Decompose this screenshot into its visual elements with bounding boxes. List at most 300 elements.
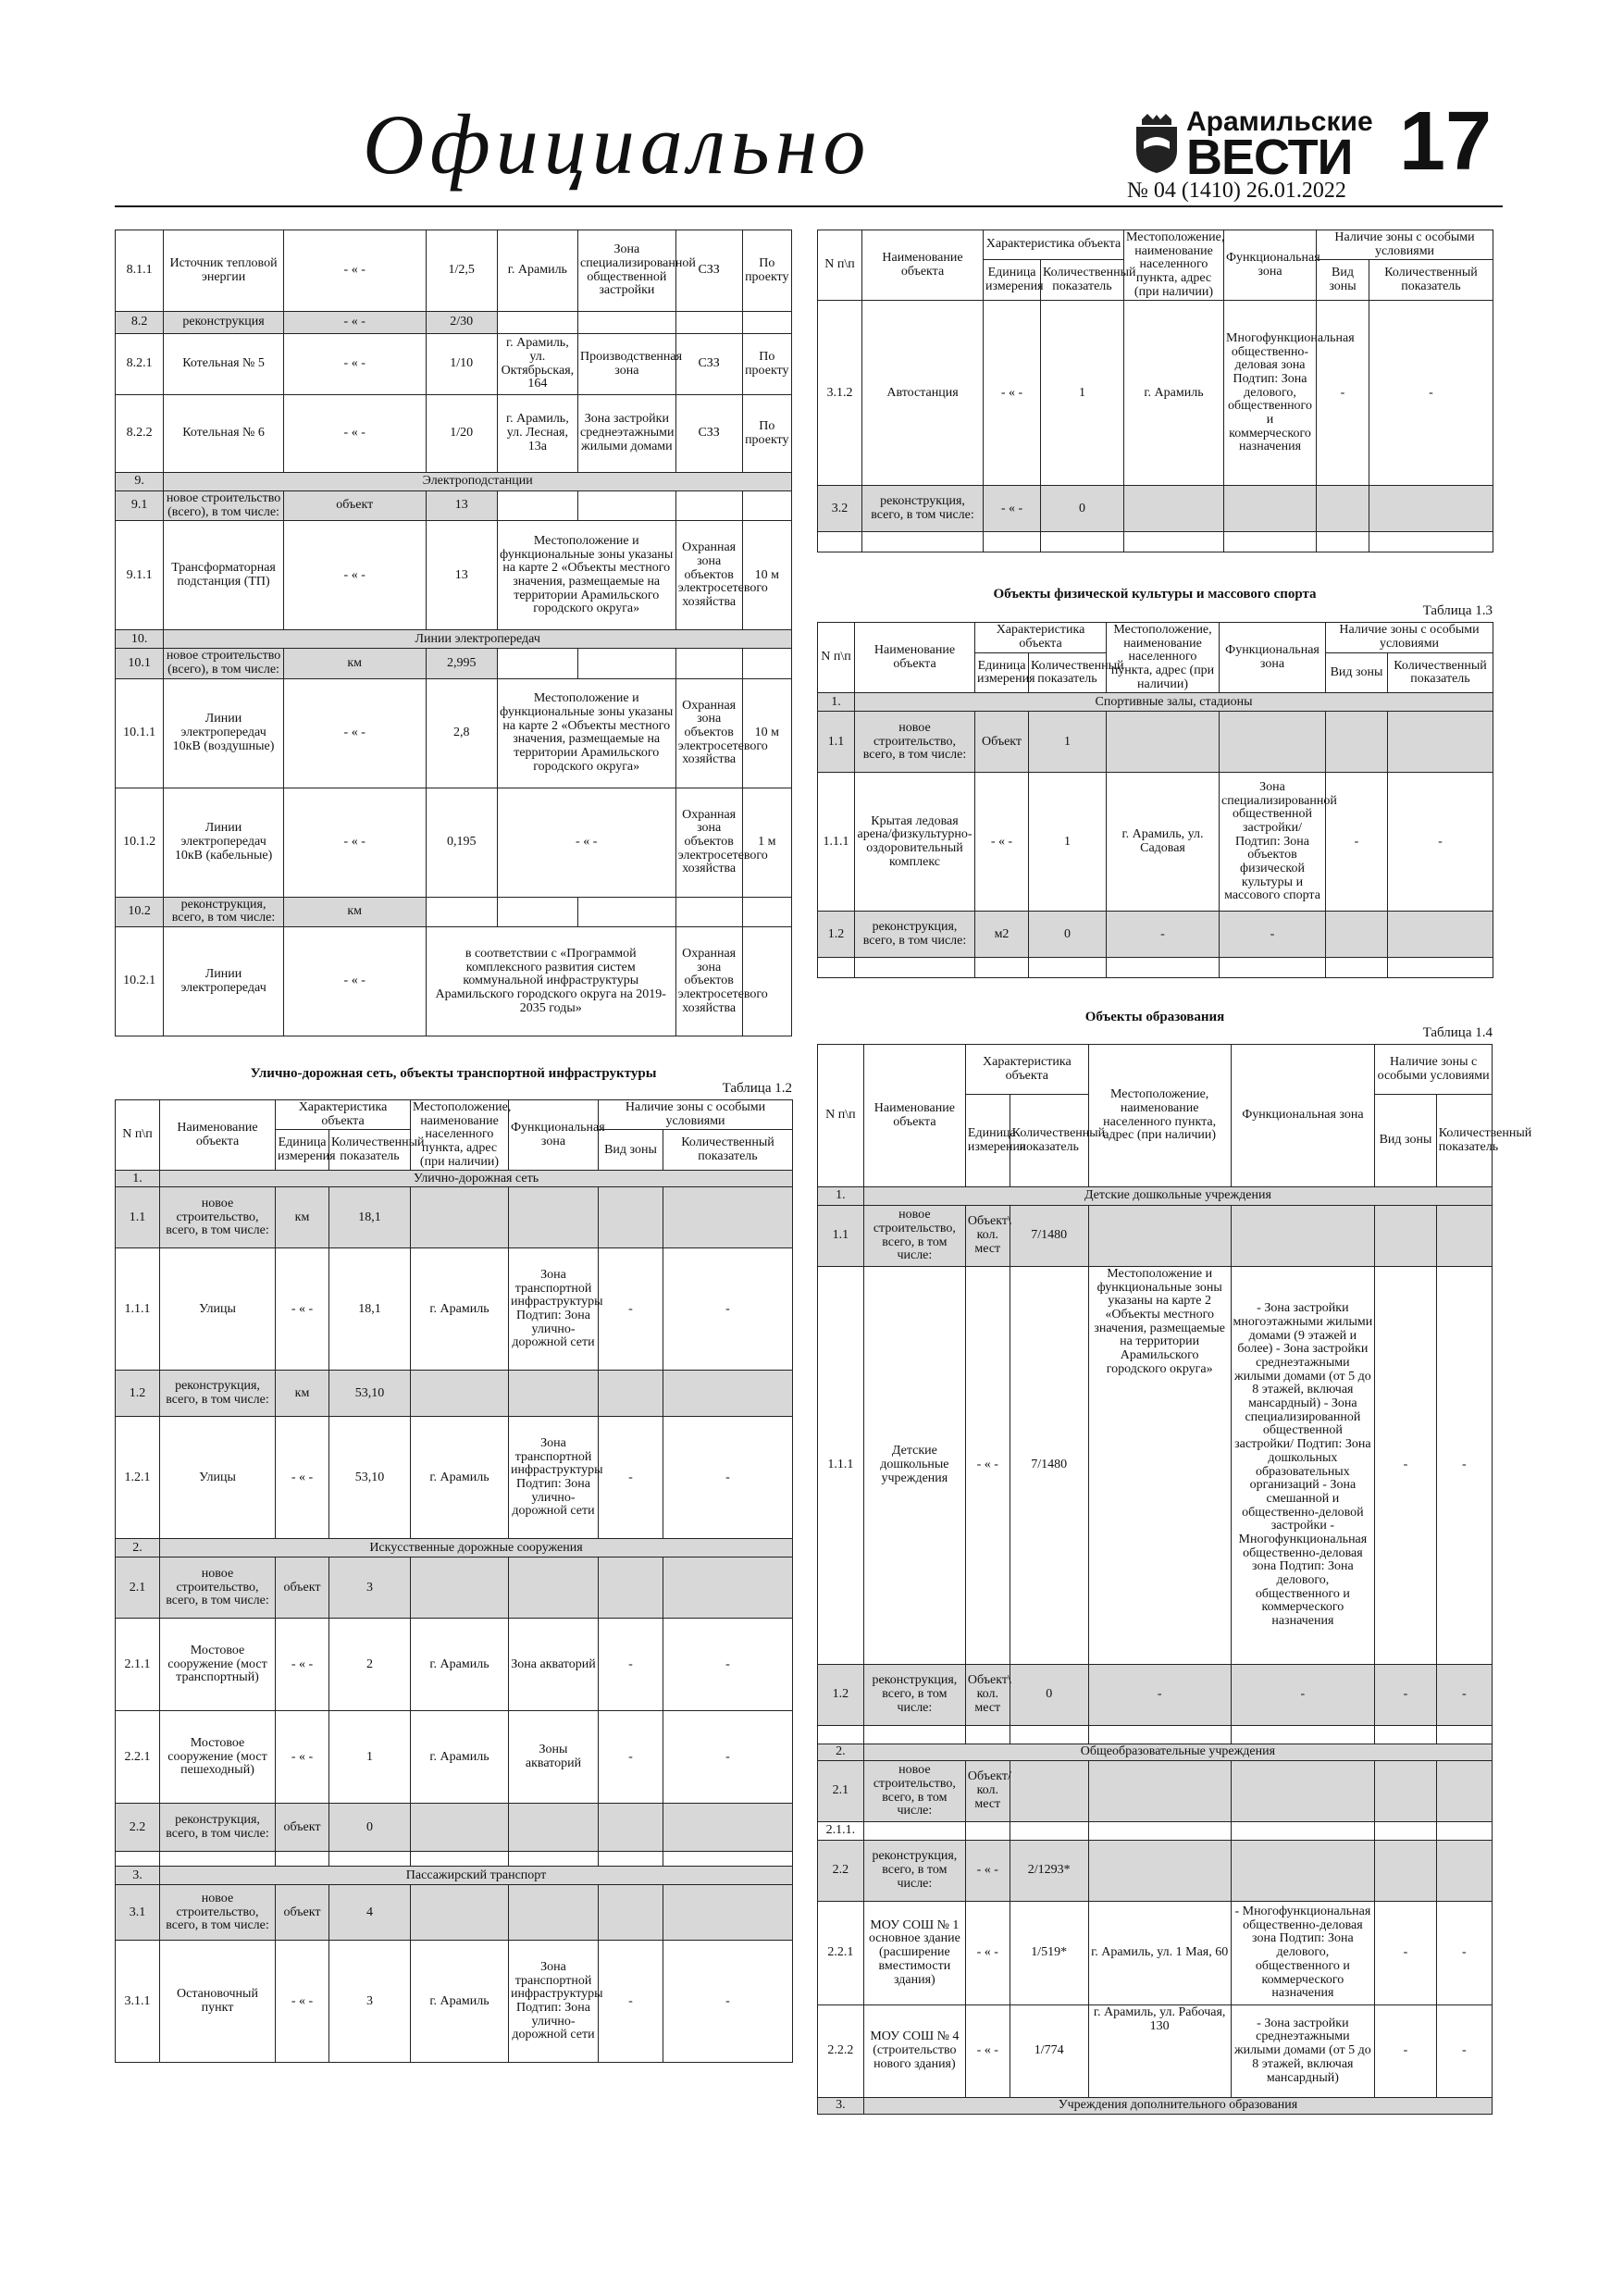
cell: Учреждения дополнительного образования (863, 2098, 1492, 2115)
coat-of-arms-icon (1133, 114, 1181, 175)
table-number: Таблица 1.2 (722, 1081, 792, 1096)
cell (497, 312, 577, 334)
cell: Детские дошкольные учреждения (863, 1187, 1492, 1206)
cell: Местоположение и функциональные зоны указаны на карте 2 «Объекты местного значения, размещаемые на территории Арамильского городского округа» (497, 678, 675, 788)
cell: км (283, 897, 426, 926)
cell (1107, 712, 1220, 773)
cell (818, 958, 855, 978)
cell (509, 1804, 599, 1852)
cell (675, 312, 742, 334)
cell: Улицы (160, 1248, 276, 1371)
cell (742, 927, 791, 1036)
cell (1124, 532, 1224, 552)
cell: Зона транспортной инфраструктуры Подтип: Зона улично-дорожной сети (509, 1417, 599, 1539)
cell: 2. (818, 1744, 864, 1761)
cell: 2.1 (818, 1761, 864, 1822)
table-row (116, 1248, 793, 1371)
cell (675, 649, 742, 678)
col-header: Наличие зоны с особыми условиями (1326, 623, 1493, 653)
cell: 13 (426, 491, 497, 521)
cell: реконструкция, всего, в том числе: (862, 486, 984, 532)
col-header: Характеристика объекта (276, 1100, 411, 1130)
cell: - (1326, 773, 1388, 912)
cell: 0 (1029, 912, 1107, 958)
cell: 3 (329, 1558, 411, 1619)
newspaper-logo (1133, 106, 1373, 185)
cell: 3. (818, 2098, 864, 2115)
cell: МОУ СОШ № 4 (строительство нового здания) (863, 2005, 965, 2098)
cell (1375, 1841, 1436, 1902)
cell: 2.1 (116, 1558, 160, 1619)
cell: По проекту (742, 334, 791, 395)
cell: 9.1.1 (116, 521, 164, 630)
cell: Трансформаторная подстанция (ТП) (164, 521, 283, 630)
cell: 1 (329, 1711, 411, 1804)
cell (1231, 1841, 1375, 1902)
cell: Крытая ледовая арена/физкультурно-оздоровительный комплекс (855, 773, 975, 912)
cell (1388, 912, 1493, 958)
page-number: 17 (1399, 95, 1493, 188)
cell: 0 (1010, 1665, 1088, 1726)
cell (1231, 1761, 1375, 1822)
table-row (116, 1558, 793, 1619)
cell (411, 1804, 509, 1852)
cell: Котельная № 5 (164, 334, 283, 395)
cell (599, 1558, 663, 1619)
cell: реконструкция, всего, в том числе: (855, 912, 975, 958)
cell: реконструкция, всего, в том числе: (160, 1804, 276, 1852)
cell: 1/2,5 (426, 230, 497, 312)
col-header: Количественный показатель (1041, 260, 1124, 301)
cell: - « - (965, 1902, 1010, 2005)
cell: 1 (1041, 301, 1124, 486)
cell: - (1375, 1665, 1436, 1726)
cell: новое строительство, всего, в том числе: (863, 1206, 965, 1267)
cell: Котельная № 6 (164, 395, 283, 473)
cell: Электроподстанции (164, 473, 792, 491)
cell: г. Арамиль (411, 1711, 509, 1804)
cell: 1.2 (818, 1665, 864, 1726)
cell: Местоположение и функциональные зоны указаны на карте 2 «Объекты местного значения, размещаемые на территории Арамильского городского округа» (1088, 1267, 1231, 1665)
col-header: Количественный показатель (1436, 1095, 1492, 1187)
cell: 1/774 (1010, 2005, 1088, 2098)
cell: - « - (283, 395, 426, 473)
cell: - (1388, 773, 1493, 912)
cell: 2.2 (116, 1804, 160, 1852)
section-row (818, 1187, 1493, 1206)
cell: 1/20 (426, 395, 497, 473)
cell: - (663, 1417, 793, 1539)
table-row (818, 1822, 1493, 1841)
table-row (116, 334, 792, 395)
section-row (818, 693, 1493, 712)
cell (984, 532, 1041, 552)
cell (497, 491, 577, 521)
table-row (818, 486, 1493, 532)
table-row (116, 230, 792, 312)
cell: 1.1.1 (818, 773, 855, 912)
table-row (116, 1885, 793, 1941)
table-row (116, 1417, 793, 1539)
cell: - (1375, 1267, 1436, 1665)
cell: г. Арамиль, ул. Лесная, 13а (497, 395, 577, 473)
cell: 8.2.2 (116, 395, 164, 473)
cell: - « - (283, 788, 426, 897)
cell (1388, 958, 1493, 978)
cell: СЗЗ (675, 395, 742, 473)
cell: - « - (276, 1417, 329, 1539)
cell: - (1231, 1665, 1375, 1726)
cell (663, 1371, 793, 1417)
cell (1231, 1726, 1375, 1744)
cell (863, 1726, 965, 1744)
cell (426, 897, 497, 926)
cell (411, 1187, 509, 1248)
cell: Объект\ кол. мест (965, 1665, 1010, 1726)
header-rule (115, 205, 1503, 207)
cell (411, 1852, 509, 1867)
cell (975, 958, 1029, 978)
cell: Местоположение и функциональные зоны указаны на карте 2 «Объекты местного значения, размещаемые на территории Арамильского городского округа» (497, 521, 675, 630)
col-header: Вид зоны (1326, 653, 1388, 693)
cell (1375, 1761, 1436, 1822)
cell: 2.1.1. (818, 1822, 864, 1841)
cell: 1 (1029, 773, 1107, 912)
table-row (116, 491, 792, 521)
cell (1436, 1206, 1492, 1267)
cell (742, 897, 791, 926)
cell: - (599, 1941, 663, 2063)
cell: 1.1 (818, 712, 855, 773)
cell (509, 1371, 599, 1417)
cell (411, 1885, 509, 1941)
col-header: Местоположение, наименование населенного пункта, адрес (при наличии) (1124, 230, 1224, 301)
cell: Улично-дорожная сеть (160, 1171, 793, 1187)
cell: - (663, 1619, 793, 1711)
cell: Автостанция (862, 301, 984, 486)
table-row (818, 1761, 1493, 1822)
cell: 10.2 (116, 897, 164, 926)
cell: - « - (276, 1711, 329, 1804)
cell: 0,195 (426, 788, 497, 897)
cell: г. Арамиль (411, 1417, 509, 1539)
cell (1041, 532, 1124, 552)
cell: - Зона застройки среднеэтажными жилыми домами (от 5 до 8 этажей, включая мансардный) (1231, 2005, 1375, 2098)
cell: - « - (283, 927, 426, 1036)
cell: Мостовое сооружение (мост пешеходный) (160, 1711, 276, 1804)
cell: км (276, 1187, 329, 1248)
col-header: N п\п (116, 1100, 160, 1171)
cell: Детские дошкольные учреждения (863, 1267, 965, 1665)
cell (1124, 486, 1224, 532)
cell (509, 1852, 599, 1867)
cell: 2.2.1 (818, 1902, 864, 2005)
cell: 3.2 (818, 486, 862, 532)
cell (329, 1852, 411, 1867)
cell (1375, 1726, 1436, 1744)
cell: - Многофункциональная общественно-деловая зона Подтип: Зона делового, общественного и коммерческого назначения (1231, 1902, 1375, 2005)
sports-table (817, 622, 1493, 978)
cell (1029, 958, 1107, 978)
cell: Охранная зона объектов электросетевого хозяйства (675, 678, 742, 788)
cell (1224, 486, 1317, 532)
section-row (116, 1867, 793, 1885)
cell (663, 1852, 793, 1867)
table-row (116, 927, 792, 1036)
cell: - (1107, 912, 1220, 958)
col-header: Характеристика объекта (975, 623, 1107, 653)
cell (1436, 1726, 1492, 1744)
cell: новое строительство (всего), в том числе: (164, 649, 283, 678)
cell (1326, 912, 1388, 958)
table-row (818, 773, 1493, 912)
cell (663, 1804, 793, 1852)
cell (1088, 1726, 1231, 1744)
table-row (818, 712, 1493, 773)
cell: 2.2.2 (818, 2005, 864, 2098)
education-table (817, 1044, 1532, 2115)
cell: объект (276, 1804, 329, 1852)
cell (276, 1852, 329, 1867)
table-row (116, 649, 792, 678)
table-row (116, 312, 792, 334)
cell (1010, 1822, 1088, 1841)
cell (675, 491, 742, 521)
cell: 3.1 (116, 1885, 160, 1941)
header-row (818, 230, 1493, 260)
header-row (818, 623, 1493, 653)
cell: 2/1293* (1010, 1841, 1088, 1902)
cell: Зона транспортной инфраструктуры Подтип: Зона улично-дорожной сети (509, 1941, 599, 2063)
cell: реконструкция, всего, в том числе: (160, 1371, 276, 1417)
cell: объект (283, 491, 426, 521)
section-title: Официально (363, 97, 872, 192)
cell: 7/1480 (1010, 1206, 1088, 1267)
cell: - (599, 1248, 663, 1371)
table-row (818, 1726, 1493, 1744)
col-header: Наименование объекта (862, 230, 984, 301)
cell (509, 1885, 599, 1941)
cell: г. Арамиль, ул. Октябрьская, 164 (497, 334, 577, 395)
cell (1231, 1206, 1375, 1267)
utilities-table (115, 230, 792, 1036)
table-row (818, 301, 1493, 486)
cell: реконструкция (164, 312, 283, 334)
section-row (116, 473, 792, 491)
col-header: Единица измерения (276, 1130, 329, 1171)
col-header: Местоположение, наименование населенного пункта, адрес (при наличии) (411, 1100, 509, 1171)
cell: г. Арамиль, ул. Садовая (1107, 773, 1220, 912)
cell: - (1436, 2005, 1492, 2098)
col-header: Количественный показатель (1369, 260, 1493, 301)
cell: 8.2 (116, 312, 164, 334)
table-row (818, 1206, 1493, 1267)
col-header: Наименование объекта (160, 1100, 276, 1171)
cell (1369, 486, 1493, 532)
cell (1388, 712, 1493, 773)
table-row (116, 678, 792, 788)
cell (577, 897, 675, 926)
cell: 1.1.1 (116, 1248, 160, 1371)
cell: - (1220, 912, 1326, 958)
cell: 3 (329, 1941, 411, 2063)
cell (1317, 486, 1369, 532)
logo-top-text: Арамильские (1186, 106, 1373, 137)
cell: 2,8 (426, 678, 497, 788)
col-header: Характеристика объекта (984, 230, 1124, 260)
cell: 1. (116, 1171, 160, 1187)
cell: Охранная зона объектов электросетевого хозяйства (675, 788, 742, 897)
cell: Спортивные залы, стадионы (855, 693, 1493, 712)
cell: - (1369, 301, 1493, 486)
cell: Линии электропередач (164, 927, 283, 1036)
cell: 2,995 (426, 649, 497, 678)
table-row (116, 395, 792, 473)
cell: По проекту (742, 230, 791, 312)
cell (1088, 1841, 1231, 1902)
cell: 2/30 (426, 312, 497, 334)
cell: г. Арамиль (411, 1941, 509, 2063)
cell: реконструкция, всего, в том числе: (164, 897, 283, 926)
cell (1326, 958, 1388, 978)
table-row (818, 532, 1493, 552)
cell: 2.2 (818, 1841, 864, 1902)
cell: - « - (497, 788, 675, 897)
table-row (116, 1187, 793, 1248)
cell: - (1088, 1665, 1231, 1726)
cell: - (663, 1248, 793, 1371)
cell: - (1317, 301, 1369, 486)
col-header: Наименование объекта (863, 1045, 965, 1187)
col-header: Количественный показатель (329, 1130, 411, 1171)
cell (1375, 1822, 1436, 1841)
col-header: Местоположение, наименование населенного пункта, адрес (при наличии) (1107, 623, 1220, 693)
cell (1010, 1726, 1088, 1744)
cell: - (1436, 1665, 1492, 1726)
cell: 2.1.1 (116, 1619, 160, 1711)
cell (818, 1726, 864, 1744)
cell: Многофункциональная общественно-деловая зона Подтип: Зона делового, общественного и коммерческого назначения (1224, 301, 1317, 486)
cell (1436, 1841, 1492, 1902)
col-header: Характеристика объекта (965, 1045, 1088, 1095)
cell (1088, 1206, 1231, 1267)
cell: - « - (283, 521, 426, 630)
cell: Линии электропередач (164, 630, 792, 649)
cell (599, 1852, 663, 1867)
cell (663, 1558, 793, 1619)
cell (742, 312, 791, 334)
table-row (116, 897, 792, 926)
col-header: Вид зоны (599, 1130, 663, 1171)
cell: км (276, 1371, 329, 1417)
bus-station-table (817, 230, 1493, 552)
col-header: Наличие зоны с особыми условиями (599, 1100, 793, 1130)
cell (965, 1822, 1010, 1841)
cell: 2. (116, 1539, 160, 1558)
cell (1369, 532, 1493, 552)
cell: СЗЗ (675, 230, 742, 312)
cell (509, 1558, 599, 1619)
cell: г. Арамиль (497, 230, 577, 312)
cell: Объект (975, 712, 1029, 773)
cell (863, 1822, 965, 1841)
cell (116, 1852, 160, 1867)
cell: объект (276, 1558, 329, 1619)
cell: 10. (116, 630, 164, 649)
cell: Объект/ кол. мест (965, 1761, 1010, 1822)
header-row (818, 1045, 1493, 1095)
col-header: Единица измерения (975, 653, 1029, 693)
cell: - (1436, 1267, 1492, 1665)
table-row (818, 912, 1493, 958)
cell: 3.1.2 (818, 301, 862, 486)
cell (742, 649, 791, 678)
cell: - « - (283, 334, 426, 395)
section-row (116, 1171, 793, 1187)
cell (855, 958, 975, 978)
cell: Общеобразовательные учреждения (863, 1744, 1492, 1761)
cell (577, 312, 675, 334)
table-row (116, 521, 792, 630)
transport-table (115, 1099, 793, 2063)
col-header: Наличие зоны с особыми условиями (1317, 230, 1493, 260)
cell: Источник тепловой энергии (164, 230, 283, 312)
table-row (818, 1267, 1493, 1665)
table-caption: Улично-дорожная сеть, объекты транспортной инфраструктуры (250, 1066, 657, 1081)
cell (497, 897, 577, 926)
cell (1375, 1206, 1436, 1267)
col-header: Единица измерения (984, 260, 1041, 301)
cell (599, 1371, 663, 1417)
cell (599, 1885, 663, 1941)
table-caption: Объекты образования (1084, 1010, 1225, 1024)
cell: 0 (1041, 486, 1124, 532)
cell: 4 (329, 1885, 411, 1941)
cell: Охранная зона объектов электросетевого хозяйства (675, 521, 742, 630)
cell (1220, 712, 1326, 773)
cell: Объект\ кол. мест (965, 1206, 1010, 1267)
cell: м2 (975, 912, 1029, 958)
cell: 8.1.1 (116, 230, 164, 312)
cell: объект (276, 1885, 329, 1941)
cell: новое строительство (всего), в том числе: (164, 491, 283, 521)
cell: новое строительство, всего, в том числе: (863, 1761, 965, 1822)
cell (675, 897, 742, 926)
section-row (116, 630, 792, 649)
cell: СЗЗ (675, 334, 742, 395)
col-header: Вид зоны (1317, 260, 1369, 301)
cell (509, 1187, 599, 1248)
cell (1317, 532, 1369, 552)
col-header: Функциональная зона (1224, 230, 1317, 301)
cell: Производственная зона (577, 334, 675, 395)
cell (497, 649, 577, 678)
cell: 1.2.1 (116, 1417, 160, 1539)
cell: 10.2.1 (116, 927, 164, 1036)
cell: км (283, 649, 426, 678)
cell: 1/519* (1010, 1902, 1088, 2005)
cell: - Зона застройки многоэтажными жилыми домами (9 этажей и более) - Зона застройки среднеэтажными жилыми домами (от 5 до 8 этажей, включая мансардный) - Зона специализированной общественной застройки/ Подтип: Зона дошкольных образовательных организаций - Зона смешанной и общественно-деловой застройки - Многофункциональная общественно-деловая зона Подтип: Зона делового, общественного и коммерческого назначения (1231, 1267, 1375, 1665)
col-header: Количественный показатель (1010, 1095, 1088, 1187)
cell (1088, 1822, 1231, 1841)
cell: г. Арамиль (1124, 301, 1224, 486)
cell: 1.2 (818, 912, 855, 958)
cell: - (1375, 2005, 1436, 2098)
col-header: N п\п (818, 230, 862, 301)
cell (742, 491, 791, 521)
table-row (116, 1804, 793, 1852)
col-header: Вид зоны (1375, 1095, 1436, 1187)
